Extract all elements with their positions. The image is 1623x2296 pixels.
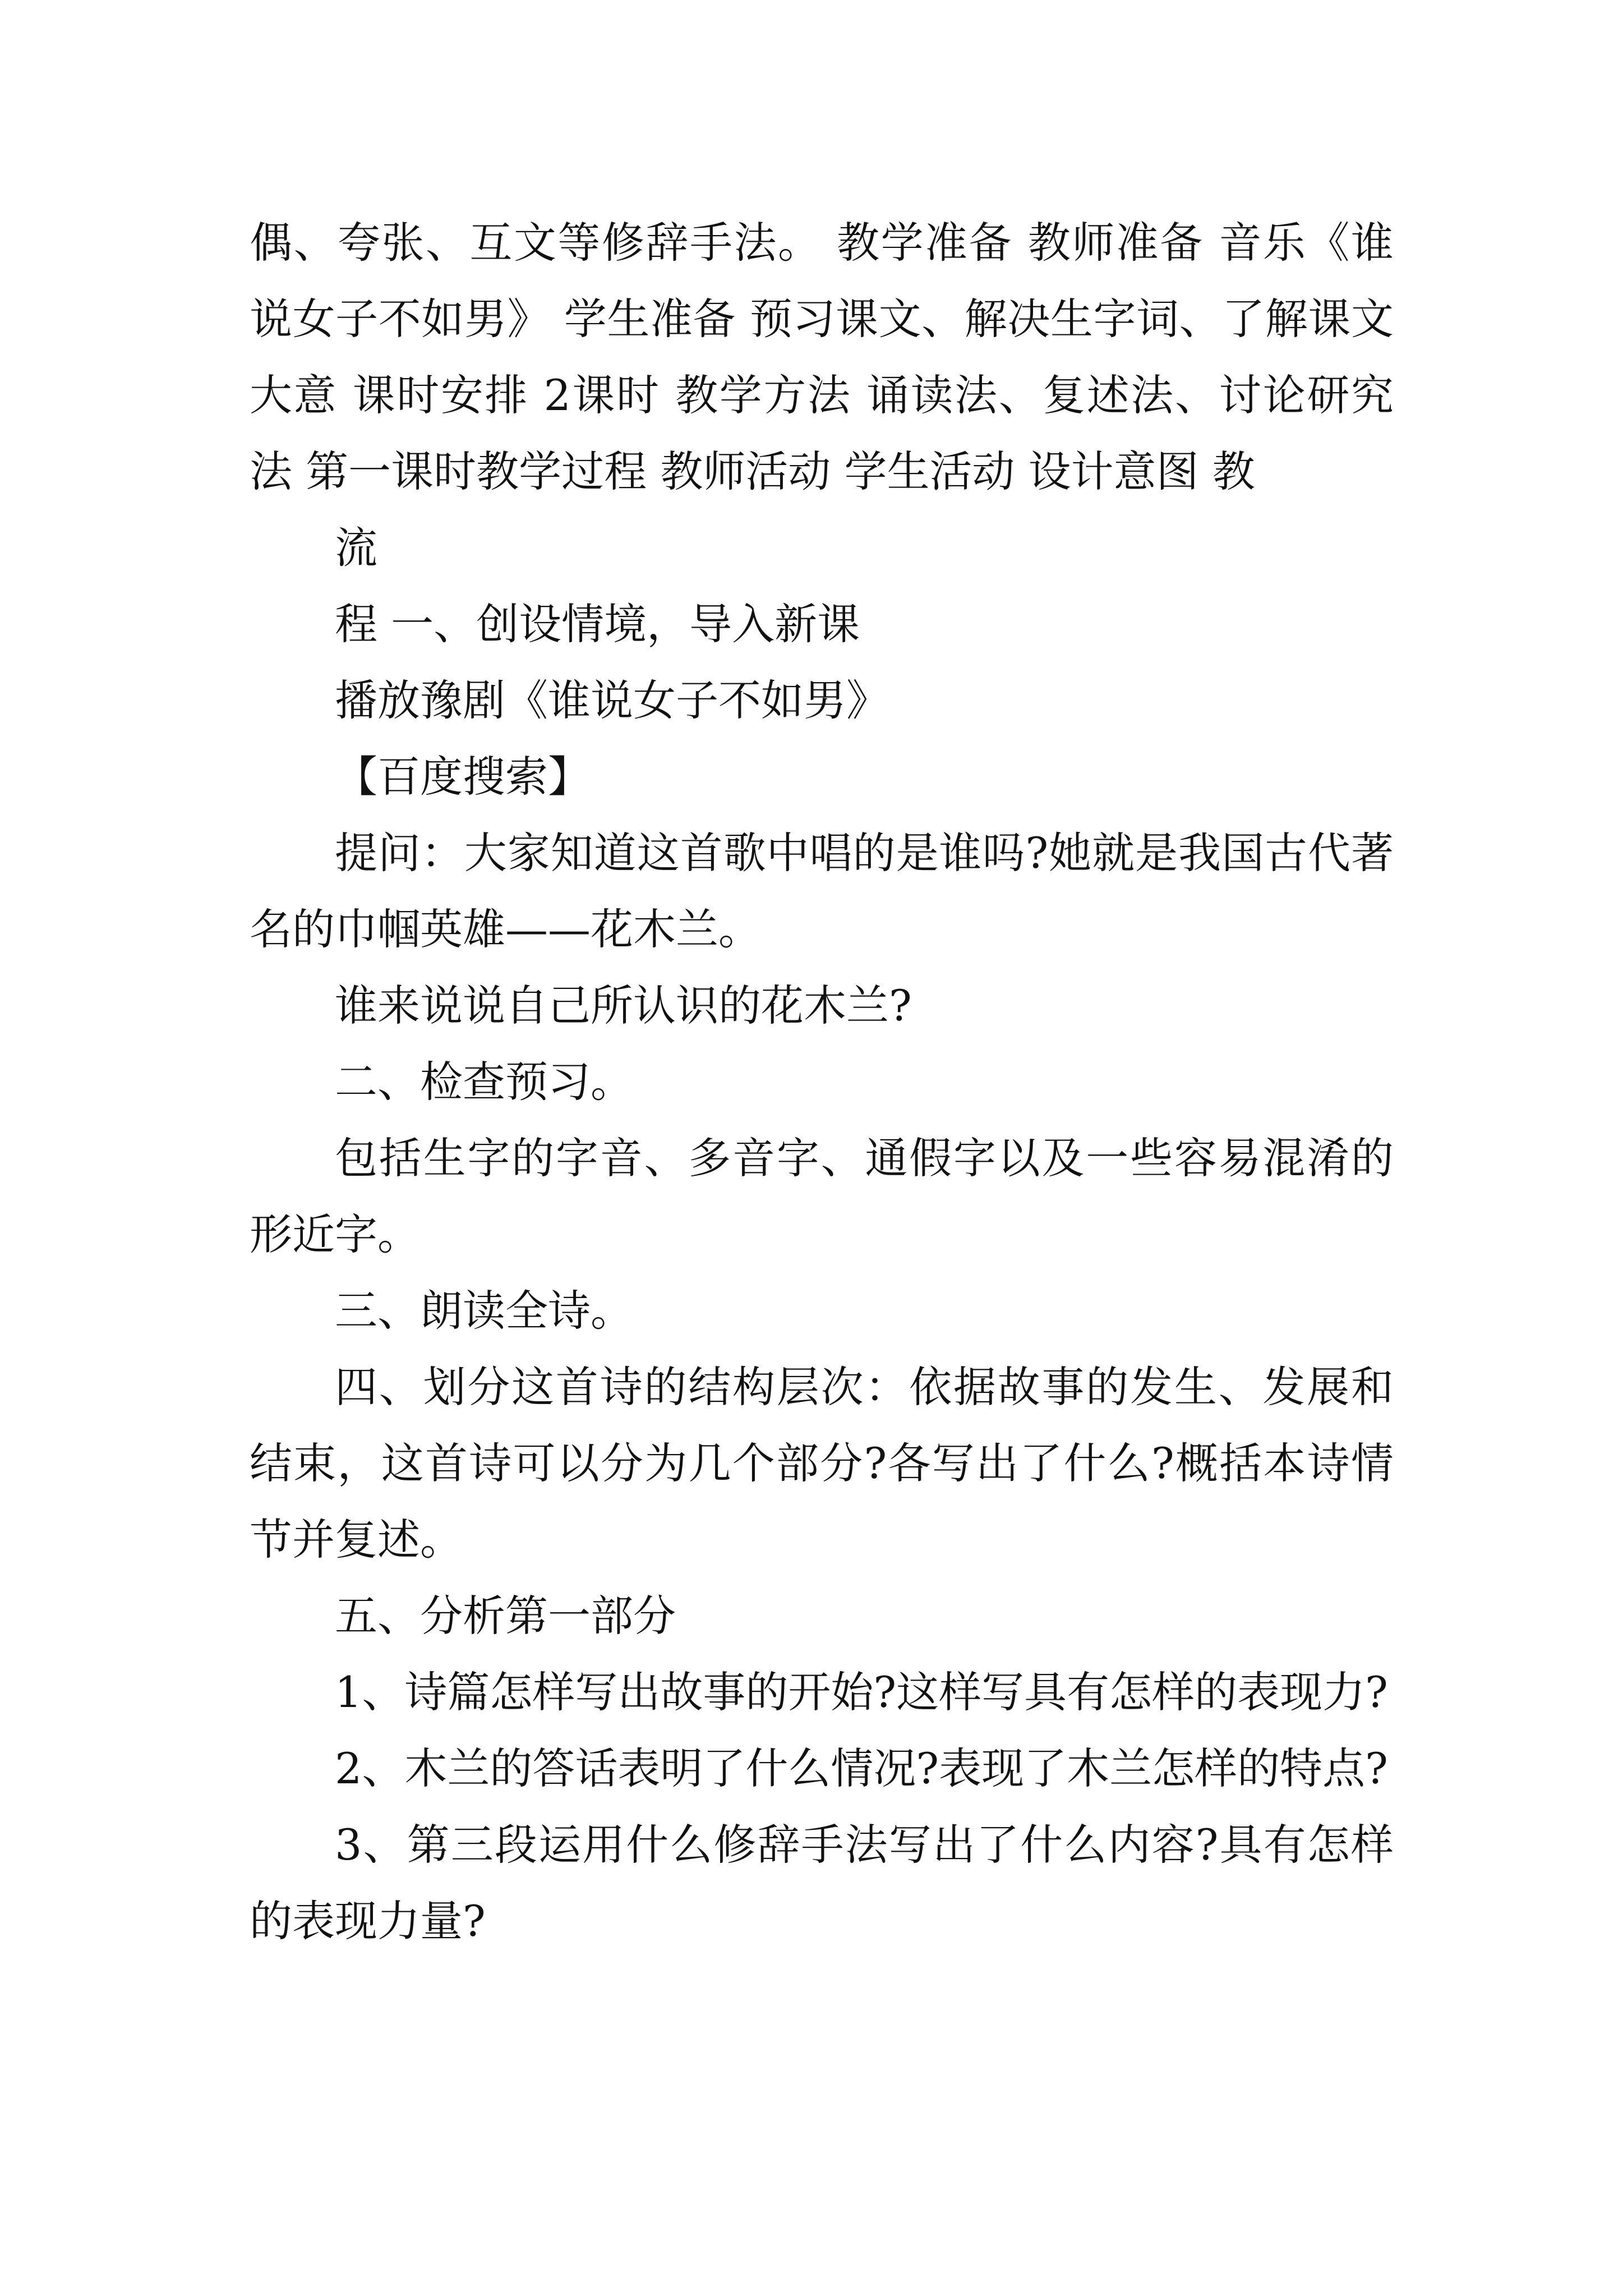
paragraph-flow-1: 流 (335, 523, 377, 573)
paragraph-characters: 包括生字的字音、多音字、通假字以及一些容易混淆的形近字。 (250, 1133, 1394, 1259)
paragraph-play-opera: 播放豫剧《谁说女子不如男》 (335, 675, 889, 725)
paragraph-question-intro: 提问：大家知道这首歌中唱的是谁吗?她就是我国古代著名的巾帼英雄——花木兰。 (250, 828, 1394, 954)
paragraph-analyze-part-one: 五、分析第一部分 (335, 1591, 676, 1641)
paragraph-read-aloud: 三、朗读全诗。 (335, 1286, 633, 1336)
paragraph-flow-2: 程 一、创设情境，导入新课 (335, 599, 860, 649)
document-body (250, 205, 1394, 1959)
paragraph-teaching-prep: 偶、夸张、互文等修辞手法。 教学准备 教师准备 音乐《谁说女子不如男》 学生准备 预习课文、解决生字词、了解课文大意 课时安排 2课时 教学方法 诵读法、复述法、讨论研究法 第一课时教学过程 教师活动 学生活动 设计意图 教 (250, 218, 1394, 496)
paragraph-question-1: 1、诗篇怎样写出故事的开始?这样写具有怎样的表现力? (335, 1667, 1388, 1717)
paragraph-check-preview: 二、检查预习。 (335, 1057, 633, 1107)
paragraph-who-knows: 谁来说说自己所认识的花木兰? (335, 981, 912, 1030)
paragraph-baidu-search: 【百度搜索】 (335, 752, 591, 802)
paragraph-structure: 四、划分这首诗的结构层次：依据故事的发生、发展和结束，这首诗可以分为几个部分?各写出了什么?概括本诗情节并复述。 (250, 1362, 1394, 1565)
paragraph-question-2: 2、木兰的答话表明了什么情况?表现了木兰怎样的特点? (335, 1743, 1388, 1793)
paragraph-question-3: 3、第三段运用什么修辞手法写出了什么内容?具有怎样的表现力量? (250, 1820, 1394, 1946)
